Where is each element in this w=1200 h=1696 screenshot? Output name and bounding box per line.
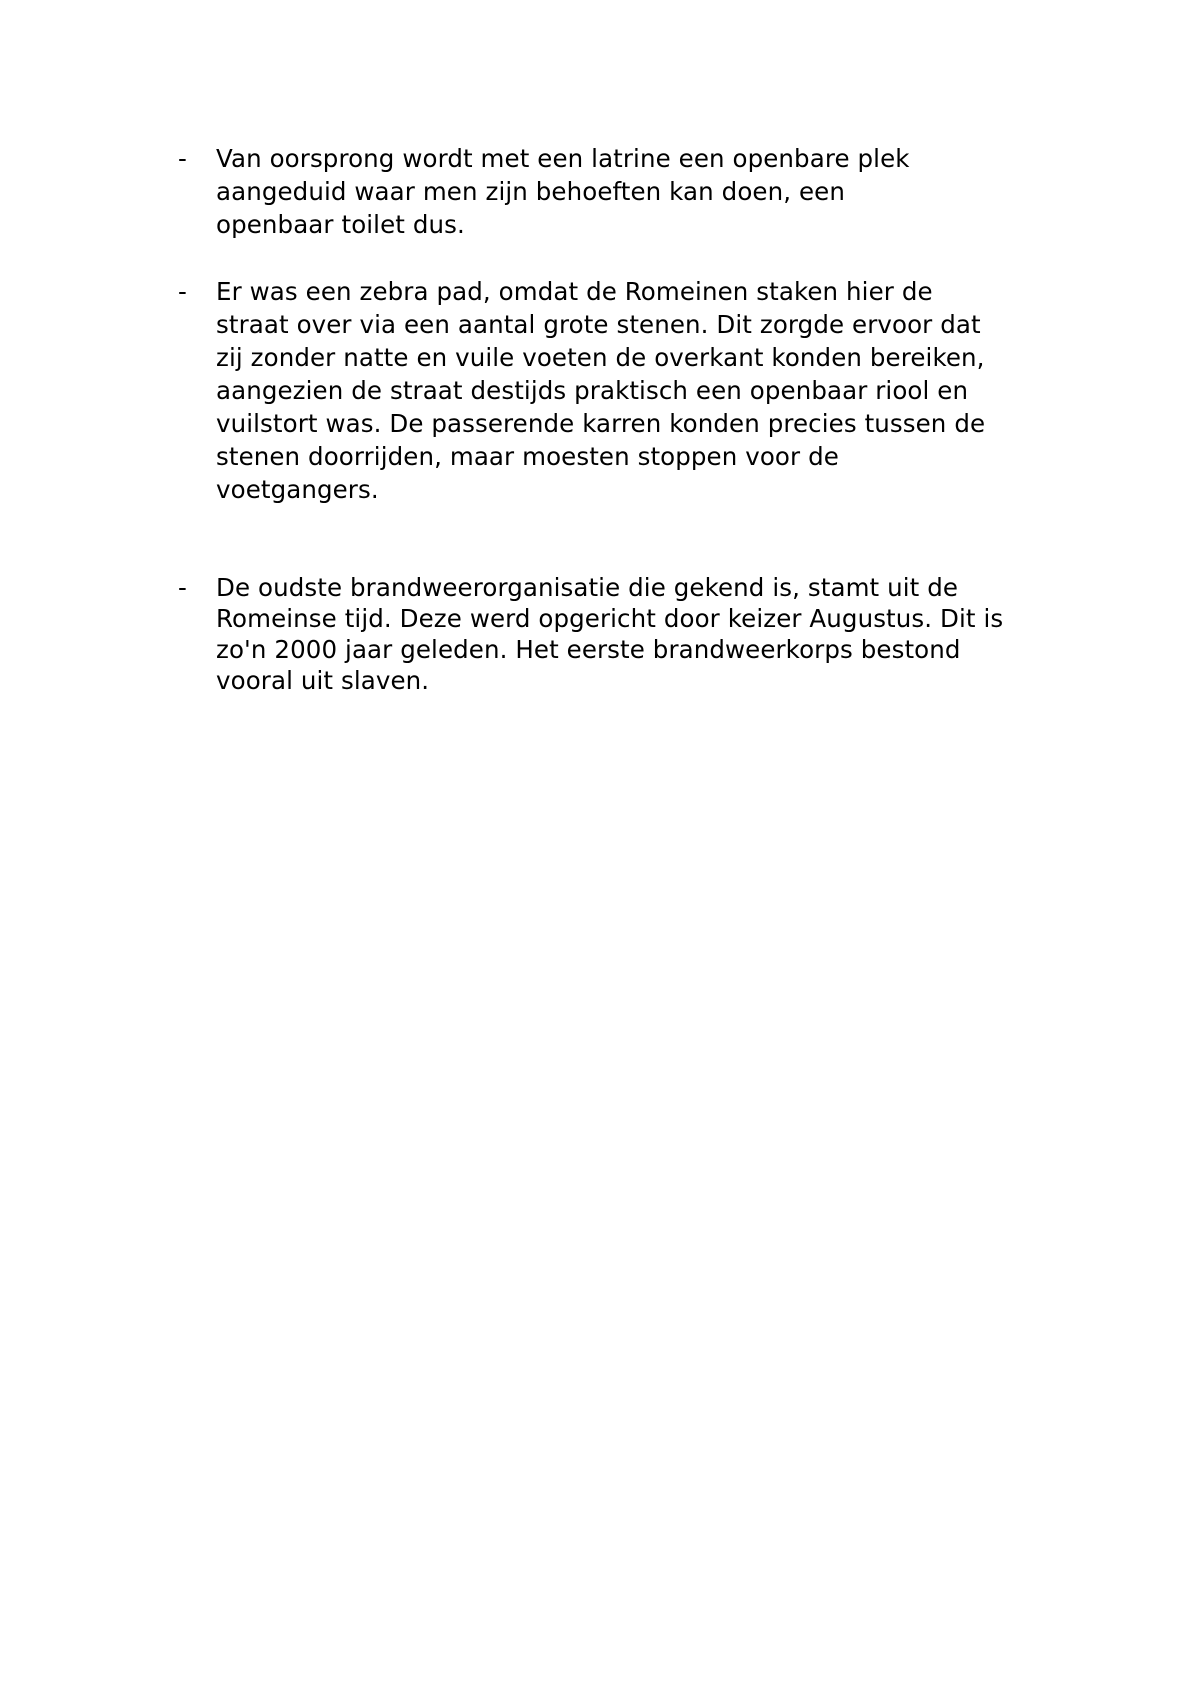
text-line: openbaar toilet dus. — [216, 210, 465, 239]
text-line: De oudste brandweerorganisatie die gekend is, stamt uit de — [216, 573, 959, 602]
text-line: vooral uit slaven. — [216, 666, 430, 695]
text-line: Er was een zebra pad, omdat de Romeinen staken hier de — [216, 277, 933, 306]
list-item-text — [216, 142, 1076, 241]
bullet-dash: - — [178, 277, 187, 306]
text-line: straat over via een aantal grote stenen. Dit zorgde ervoor dat — [216, 310, 981, 339]
text-line: aangeduid waar men zijn behoeften kan doen, een — [216, 177, 845, 206]
text-line: stenen doorrijden, maar moesten stoppen voor de — [216, 442, 839, 471]
text-line: Van oorsprong wordt met een latrine een openbare plek — [216, 144, 910, 173]
list-item-text — [216, 572, 1076, 696]
bullet-dash: - — [178, 573, 187, 602]
text-line: voetgangers. — [216, 475, 379, 504]
text-line: aangezien de straat destijds praktisch een openbaar riool en — [216, 376, 969, 405]
bullet-dash: - — [178, 144, 187, 173]
list-item-text — [216, 275, 1076, 506]
text-line: zij zonder natte en vuile voeten de overkant konden bereiken, — [216, 343, 985, 372]
text-line: vuilstort was. De passerende karren konden precies tussen de — [216, 409, 986, 438]
text-line: Romeinse tijd. Deze werd opgericht door keizer Augustus. Dit is — [216, 604, 1004, 633]
text-line: zo'n 2000 jaar geleden. Het eerste brandweerkorps bestond — [216, 635, 961, 664]
